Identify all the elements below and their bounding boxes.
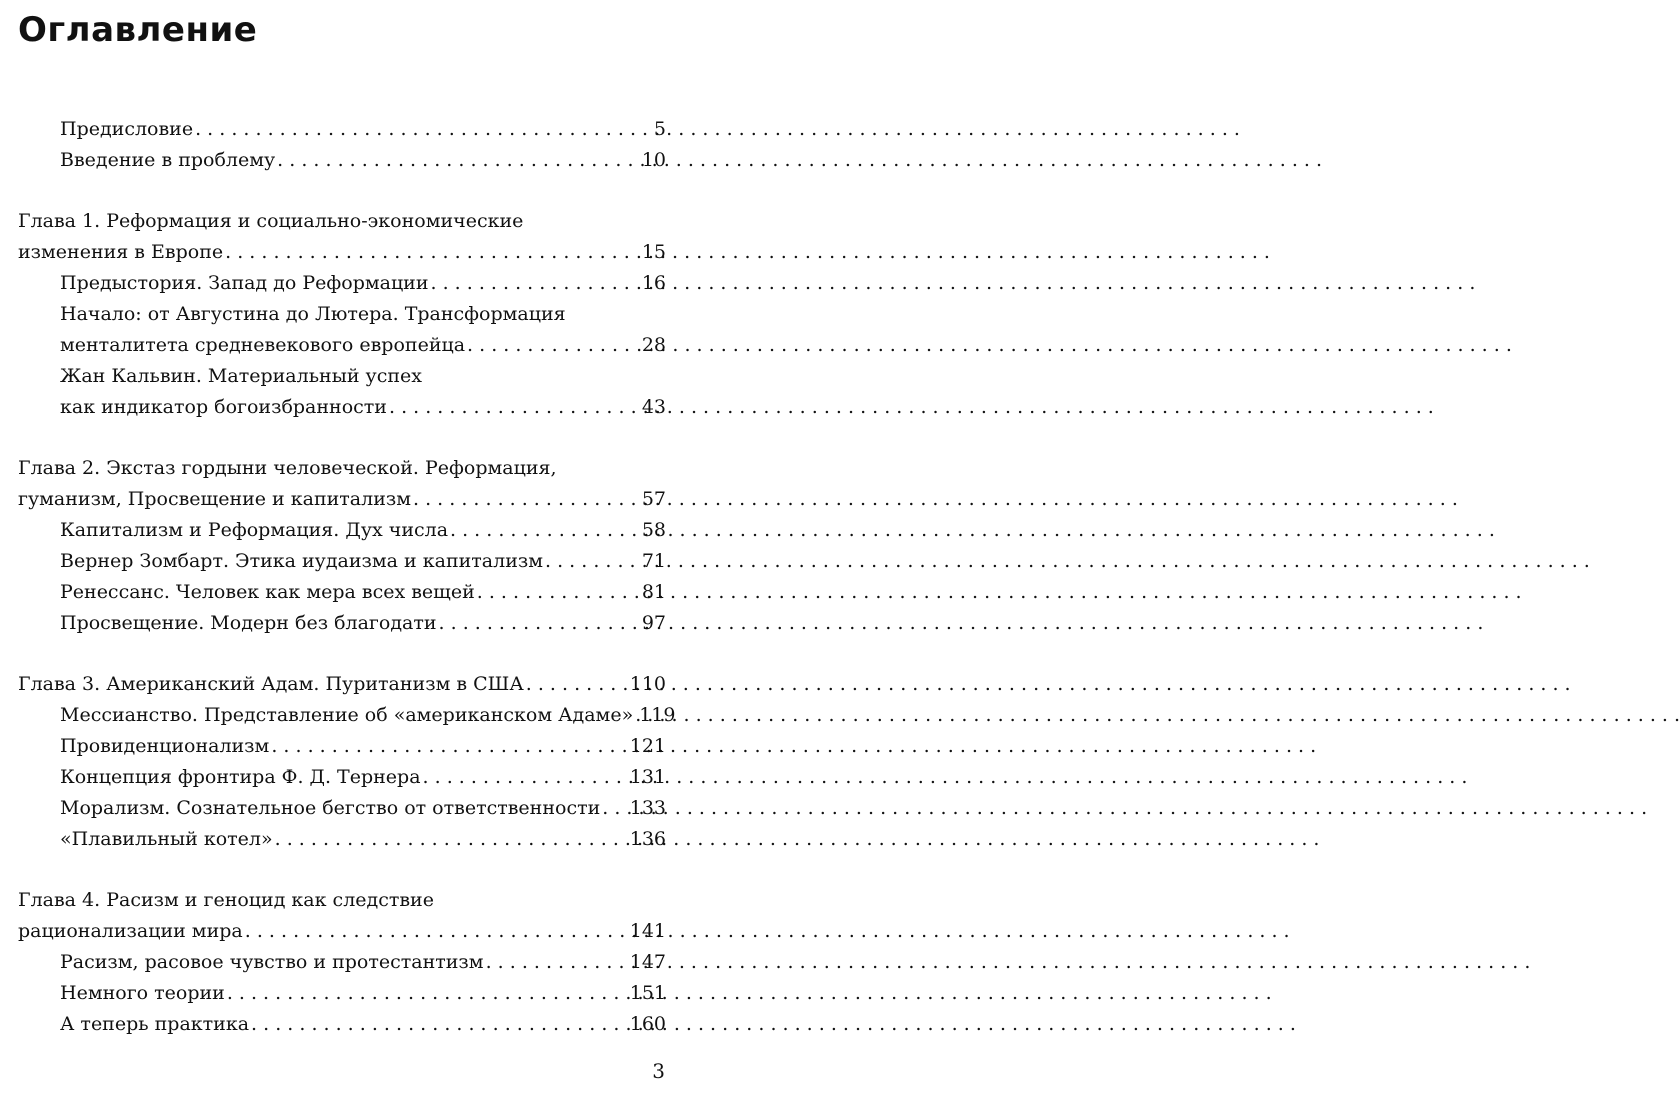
dot-leader: [193, 114, 654, 145]
toc-entry[interactable]: [18, 392, 666, 423]
toc-page-number: 151: [629, 982, 666, 1004]
toc-entry-title: Начало: от Августина до Лютера. Трансформация: [60, 303, 566, 325]
toc-page-number: 58: [641, 519, 666, 541]
dot-leader: [387, 392, 642, 423]
dot-leader: [437, 608, 642, 639]
toc-entry-title: «Плавильный котел»: [60, 828, 273, 850]
toc-page-number: 43: [641, 396, 666, 418]
toc-page-number: 97: [641, 612, 666, 634]
toc-entry[interactable]: [18, 731, 666, 762]
toc-entry[interactable]: [18, 330, 666, 361]
toc-page-number: 147: [629, 951, 666, 973]
chapter-title-line[interactable]: [18, 206, 666, 237]
toc-entry-title: Мессианство. Представление об «американском Адаме»: [60, 704, 634, 726]
dot-leader: [223, 237, 642, 268]
toc-page-number: 16: [641, 272, 666, 294]
toc-entry-line[interactable]: [18, 361, 666, 392]
toc-page-number: 57: [641, 488, 666, 510]
chapter-4-title-cont: рационализации мира: [18, 920, 243, 942]
toc-page-number: 141: [629, 920, 666, 942]
dot-leader: [448, 515, 642, 546]
toc-entry-title-cont: как индикатор богоизбранности: [60, 396, 387, 418]
dot-leader: [225, 978, 630, 1009]
toc-entry[interactable]: [18, 700, 676, 731]
chapter-3-title: Глава 3. Американский Адам. Пуританизм в США: [18, 673, 524, 695]
toc-page-number: 133: [629, 797, 666, 819]
dot-leader: [600, 793, 629, 824]
toc-entry-title: Введение в проблему: [60, 149, 276, 171]
dot-leader: [273, 824, 630, 855]
chapter-1-title-cont: изменения в Европе: [18, 241, 224, 263]
chapter-2-title: Глава 2. Экстаз гордыни человеческой. Реформация,: [18, 457, 557, 479]
toc-entry-title: Жан Кальвин. Материальный успех: [60, 365, 422, 387]
toc-page-number: 110: [629, 673, 666, 695]
chapter-title-line[interactable]: [18, 453, 666, 484]
toc-page-number: 160: [629, 1013, 666, 1035]
toc-entry-title: Предисловие: [60, 118, 194, 140]
toc-entry-chapter-4[interactable]: [18, 916, 666, 947]
chapter-2-title-cont: гуманизм, Просвещение и капитализм: [18, 488, 412, 510]
dot-leader: [243, 916, 630, 947]
toc-page-number: 71: [641, 550, 666, 572]
table-of-contents: [18, 114, 676, 1040]
dot-leader: [421, 762, 630, 793]
toc-entry-title: Ренессанс. Человек как мера всех вещей: [60, 581, 475, 603]
toc-entry-title-cont: менталитета средневекового европейца: [60, 334, 466, 356]
chapter-title-line[interactable]: [18, 885, 666, 916]
dot-leader: [465, 330, 642, 361]
chapter-4-title: Глава 4. Расизм и геноцид как следствие: [18, 889, 434, 911]
toc-page-number: 131: [629, 766, 666, 788]
toc-entry[interactable]: [18, 1009, 666, 1040]
toc-page-number: 81: [641, 581, 666, 603]
toc-entry[interactable]: [18, 793, 666, 824]
toc-entry[interactable]: [18, 978, 666, 1009]
dot-leader: [249, 1009, 630, 1040]
toc-entry-title: Концепция фронтира Ф. Д. Тернера: [60, 766, 421, 788]
toc-entry-title: Немного теории: [60, 982, 225, 1004]
toc-entry[interactable]: [18, 546, 666, 577]
toc-entry-chapter-1[interactable]: [18, 237, 666, 268]
toc-page-number: 136: [629, 828, 666, 850]
toc-entry[interactable]: [18, 577, 666, 608]
toc-entry[interactable]: [18, 515, 666, 546]
toc-entry[interactable]: [18, 608, 666, 639]
chapter-1-title: Глава 1. Реформация и социально-экономические: [18, 210, 524, 232]
toc-entry-title: Предыстория. Запад до Реформации: [60, 272, 429, 294]
toc-entry[interactable]: [18, 145, 666, 176]
dot-leader: [524, 669, 630, 700]
toc-entry-title: Расизм, расовое чувство и протестантизм: [60, 951, 484, 973]
toc-entry-title: Вернер Зомбарт. Этика иудаизма и капитализм: [60, 550, 543, 572]
dot-leader: [275, 145, 642, 176]
dot-leader: [484, 947, 630, 978]
toc-entry-title: Капитализм и Реформация. Дух числа: [60, 519, 449, 541]
toc-entry[interactable]: [18, 947, 666, 978]
page-number: 3: [652, 1059, 665, 1083]
toc-entry[interactable]: [18, 114, 666, 145]
toc-entry-chapter-3[interactable]: [18, 669, 666, 700]
toc-entry[interactable]: [18, 762, 666, 793]
toc-page-number: 28: [641, 334, 666, 356]
toc-page-number: 15: [641, 241, 666, 263]
dot-leader: [269, 731, 629, 762]
page-title: Оглавление: [18, 10, 258, 50]
toc-entry-chapter-2[interactable]: [18, 484, 666, 515]
toc-page-number: 5: [653, 118, 666, 140]
toc-entry[interactable]: [18, 824, 666, 855]
toc-entry[interactable]: [18, 268, 666, 299]
toc-entry-title: Морализм. Сознательное бегство от ответственности: [60, 797, 601, 819]
toc-entry-line[interactable]: [18, 299, 666, 330]
toc-entry-title: Провиденционализм: [60, 735, 270, 757]
dot-leader: [429, 268, 642, 299]
toc-page-number: 119: [639, 704, 676, 726]
toc-entry-title: А теперь практика: [60, 1013, 250, 1035]
toc-page-number: 10: [641, 149, 666, 171]
dot-leader: [543, 546, 642, 577]
toc-entry-title: Просвещение. Модерн без благодати: [60, 612, 437, 634]
dot-leader: [475, 577, 642, 608]
dot-leader: [411, 484, 642, 515]
toc-page-number: 121: [629, 735, 666, 757]
